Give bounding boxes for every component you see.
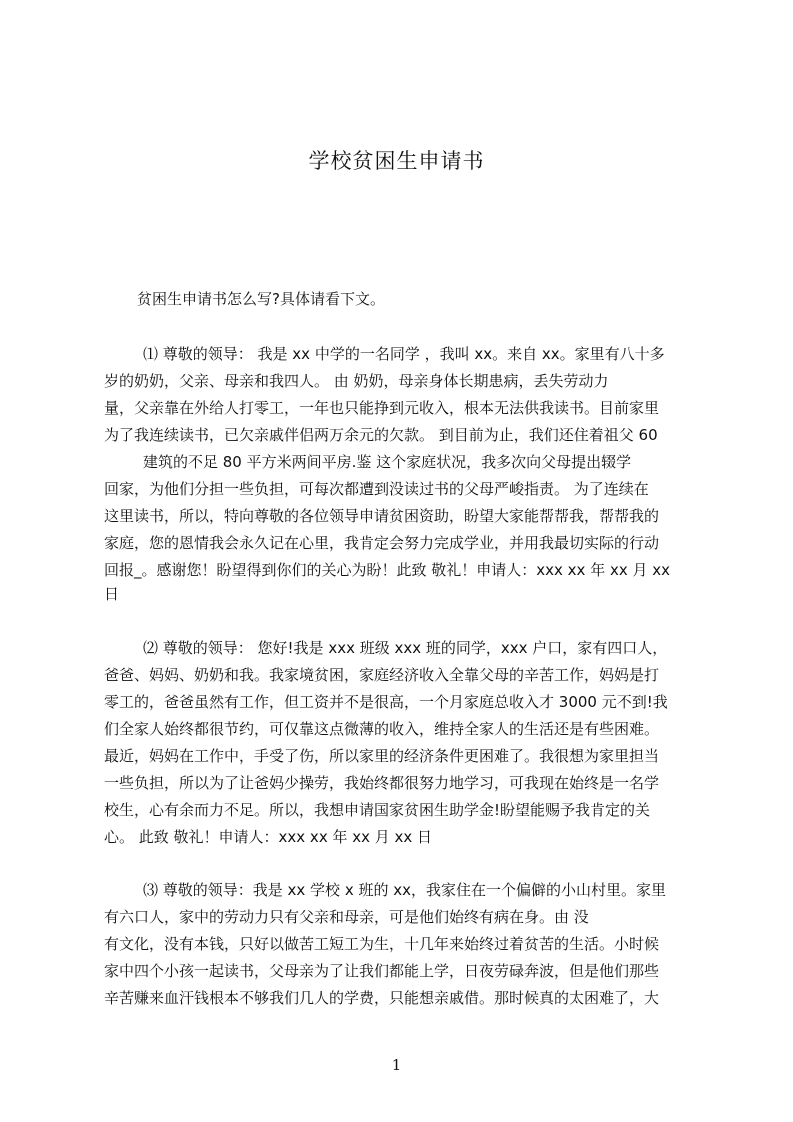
section-1-line: 家庭，您的恩情我会永久记在心里，我肯定会努力完成学业，并用我最切实际的行动 [104,534,660,552]
section-2-line: 心。 此致 敬礼！申请人：xxx xx 年 xx 月 xx 日 [104,828,433,846]
section-1-line: ⑴ 尊敬的领导： 我是 xx 中学的一名同学 ，我叫 xx。来自 xx。家里有八十多 [143,345,665,363]
section-3-line: 辛苦赚来血汗钱根本不够我们几人的学费，只能想亲戚借。那时候真的太困难了，大 [104,989,660,1007]
section-2-line: 一些负担，所以为了让爸妈少操劳，我始终都很努力地学习，可我现在始终是一名学 [104,774,660,792]
section-2-line: 爸爸、妈妈、奶奶和我。我家境贫困，家庭经济收入全靠父母的辛苦工作，妈妈是打 [104,666,660,684]
section-3-line: 家中四个小孩一起读书，父母亲为了让我们都能上学，日夜劳碌奔波，但是他们那些 [104,962,660,980]
section-1-line: 为了我连续读书，已欠亲戚伴侣两万余元的欠款。 到目前为止，我们还住着祖父 60 [104,426,658,444]
section-2-line: 校生，心有余而力不足。所以，我想申请国家贫困生助学金!盼望能赐予我肯定的关 [104,801,651,819]
section-2-line: ⑵ 尊敬的领导： 您好!我是 xxx 班级 xxx 班的同学，xxx 户口，家有四口人， [143,639,668,657]
page-title: 学校贫困生申请书 [308,149,485,173]
section-2-line: 零工的，爸爸虽然有工作，但工资并不是很高，一个月家庭总收入才 3000 元不到!我 [104,693,668,711]
section-2-line: 最近，妈妈在工作中，手受了伤，所以家里的经济条件更困难了。我很想为家里担当 [104,747,660,765]
section-3-line: 有文化，没有本钱，只好以做苦工短工为生，十几年来始终过着贫苦的生活。小时候 [104,935,660,953]
section-3-line: ⑶ 尊敬的领导：我是 xx 学校 x 班的 xx，我家住在一个偏僻的小山村里。家里 [143,881,666,899]
section-1-line: 建筑的不足 80 平方米两间平房.鉴 这个家庭状况，我多次向父母提出辍学 [143,453,632,471]
section-1-line: 日 [104,585,120,603]
section-1-line: 这里读书，所以，特向尊敬的各位领导申请贫困资助，盼望大家能帮帮我，帮帮我的 [104,507,660,525]
section-1-line: 量，父亲靠在外给人打零工，一年也只能挣到元收入，根本无法供我读书。目前家里 [104,399,660,417]
section-1-line: 岁的奶奶，父亲、母亲和我四人。 由 奶奶，母亲身体长期患病，丢失劳动力 [104,372,609,390]
section-2-line: 们全家人始终都很节约，可仅靠这点微薄的收入，维持全家人的生活还是有些困难。 [104,720,660,738]
section-1-line: 回家，为他们分担一些负担，可每次都遭到没读过书的父母严峻指责。 为了连续在 [104,480,649,498]
section-1-line: 回报_。感谢您！盼望得到你们的关心为盼！此致 敬礼！申请人：xxx xx 年 xx 月 xx [104,561,671,579]
intro-line: 贫困生申请书怎么写?具体请看下文。 [137,290,385,308]
page-number: 1 [391,1056,402,1074]
section-3-line: 有六口人，家中的劳动力只有父亲和母亲，可是他们始终有病在身。由 没 [104,908,589,926]
